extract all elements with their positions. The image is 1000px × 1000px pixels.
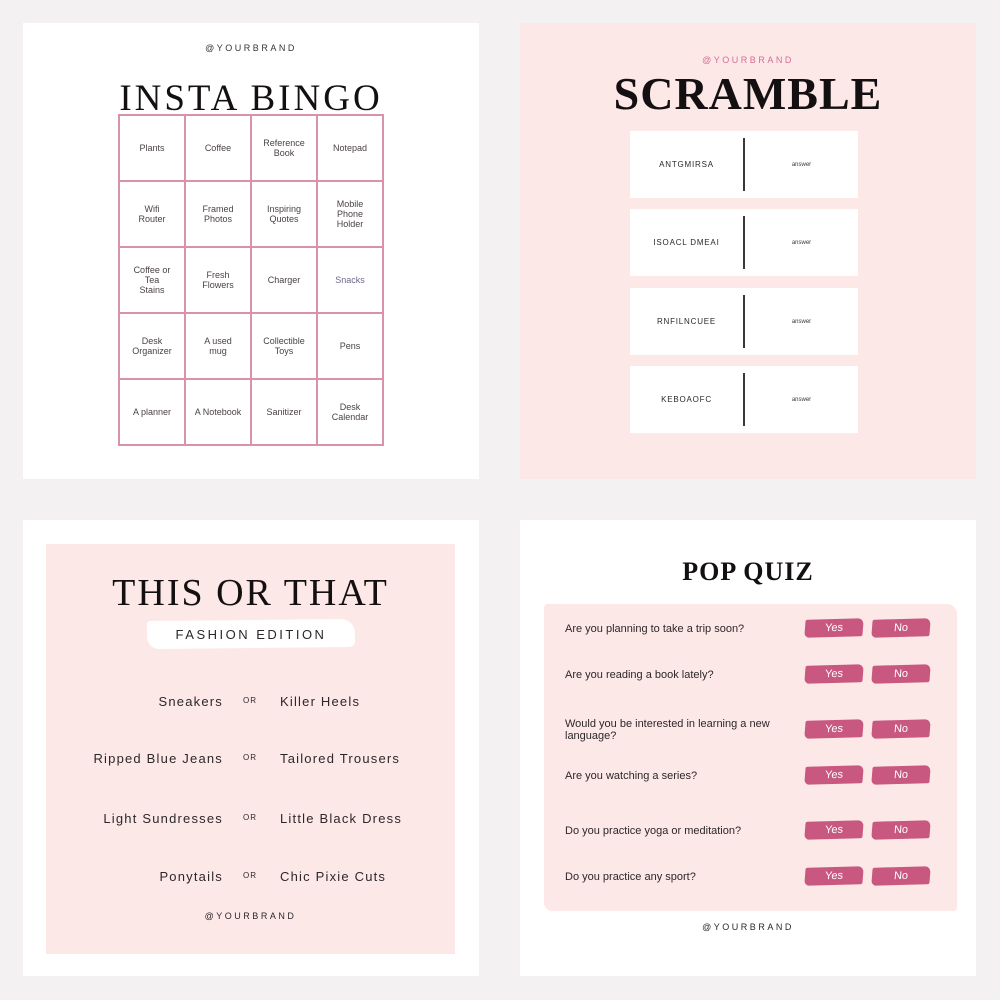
question-text: Would you be interested in learning a new language? <box>565 718 770 742</box>
bingo-cell: A used mug <box>185 313 251 379</box>
pop-quiz-card <box>520 520 976 976</box>
bingo-cell: Fresh Flowers <box>185 247 251 313</box>
this-or-that-title: THIS OR THAT <box>112 572 389 614</box>
bingo-cell: Mobile Phone Holder <box>317 181 383 247</box>
brand-handle: @YOURBRAND <box>205 43 297 53</box>
choice-left[interactable]: Sneakers <box>158 694 223 709</box>
bingo-cell: Coffee or Tea Stains <box>119 247 185 313</box>
scrambled-word: RNFILNCUEE <box>656 317 717 326</box>
brand-handle: @YOURBRAND <box>702 55 794 65</box>
yes-button[interactable]: Yes <box>804 765 864 785</box>
or-label: OR <box>243 813 257 822</box>
or-label: OR <box>243 753 257 762</box>
question-text: Are you watching a series? <box>565 770 698 782</box>
scramble-row <box>630 366 858 433</box>
scrambled-word: ISOACL DMEAI <box>653 238 720 247</box>
pop-quiz-title: POP QUIZ <box>682 557 814 586</box>
bingo-cell: Desk Calendar <box>317 379 383 445</box>
no-button[interactable]: No <box>871 664 931 684</box>
bingo-cell: A Notebook <box>185 379 251 445</box>
brand-handle: @YOURBRAND <box>204 911 297 921</box>
scramble-row <box>630 209 858 276</box>
quiz-question-row <box>544 614 957 644</box>
quiz-question-row <box>544 660 957 690</box>
bingo-cell: Pens <box>317 313 383 379</box>
no-button[interactable]: No <box>871 820 931 840</box>
bingo-title: INSTA BINGO <box>119 78 383 119</box>
scramble-row <box>630 288 858 355</box>
yes-button[interactable]: Yes <box>804 664 864 684</box>
bingo-cell: Plants <box>119 115 185 181</box>
insta-bingo-card <box>23 23 479 479</box>
bingo-cell: Notepad <box>317 115 383 181</box>
this-or-that-subtitle: FASHION EDITION <box>175 626 327 642</box>
question-text: Are you planning to take a trip soon? <box>565 623 745 635</box>
choice-left[interactable]: Light Sundresses <box>103 811 223 826</box>
bingo-cell: Collectible Toys <box>251 313 317 379</box>
or-label: OR <box>243 696 257 705</box>
answer-field[interactable]: answer <box>791 396 812 403</box>
no-button[interactable]: No <box>871 866 931 886</box>
choice-right[interactable]: Killer Heels <box>280 694 361 709</box>
bingo-cell: Framed Photos <box>185 181 251 247</box>
choice-row <box>46 751 455 771</box>
bingo-cell: Charger <box>251 247 317 313</box>
scrambled-word: ANTGMIRSA <box>659 160 714 169</box>
bingo-cell: Wifi Router <box>119 181 185 247</box>
bingo-cell: Desk Organizer <box>119 313 185 379</box>
no-button[interactable]: No <box>871 618 931 638</box>
choice-left[interactable]: Ponytails <box>159 869 223 884</box>
bingo-cell: Snacks <box>317 247 383 313</box>
quiz-question-row <box>544 761 957 791</box>
yes-button[interactable]: Yes <box>804 820 864 840</box>
choice-right[interactable]: Chic Pixie Cuts <box>280 869 387 884</box>
this-or-that-card <box>46 544 455 954</box>
bingo-grid <box>118 114 384 446</box>
bingo-cell: Sanitizer <box>251 379 317 445</box>
choice-right[interactable]: Little Black Dress <box>280 811 403 826</box>
yes-button[interactable]: Yes <box>804 618 864 638</box>
scramble-row <box>630 131 858 198</box>
brand-handle: @YOURBRAND <box>702 922 794 932</box>
quiz-question-row <box>544 816 957 846</box>
bingo-cell: Inspiring Quotes <box>251 181 317 247</box>
scramble-title: SCRAMBLE <box>613 68 883 119</box>
answer-field[interactable]: answer <box>791 239 812 246</box>
yes-button[interactable]: Yes <box>804 866 864 886</box>
answer-field[interactable]: answer <box>791 318 812 325</box>
quiz-question-row <box>544 715 957 745</box>
or-label: OR <box>243 871 257 880</box>
question-text: Do you practice any sport? <box>565 871 696 883</box>
choice-row <box>46 869 455 889</box>
choice-left[interactable]: Ripped Blue Jeans <box>93 751 223 766</box>
no-button[interactable]: No <box>871 719 931 739</box>
scrambled-word: KEBOAOFC <box>661 395 712 404</box>
answer-field[interactable]: answer <box>791 161 812 168</box>
choice-row <box>46 811 455 831</box>
choice-row <box>46 694 455 714</box>
scramble-card <box>520 23 976 479</box>
quiz-panel <box>544 604 957 911</box>
question-text: Do you practice yoga or meditation? <box>565 825 742 837</box>
bingo-cell: Coffee <box>185 115 251 181</box>
choice-right[interactable]: Tailored Trousers <box>280 751 401 766</box>
question-text: Are you reading a book lately? <box>565 669 714 681</box>
no-button[interactable]: No <box>871 765 931 785</box>
yes-button[interactable]: Yes <box>804 719 864 739</box>
bingo-cell: A planner <box>119 379 185 445</box>
quiz-question-row <box>544 862 957 892</box>
bingo-cell: Reference Book <box>251 115 317 181</box>
